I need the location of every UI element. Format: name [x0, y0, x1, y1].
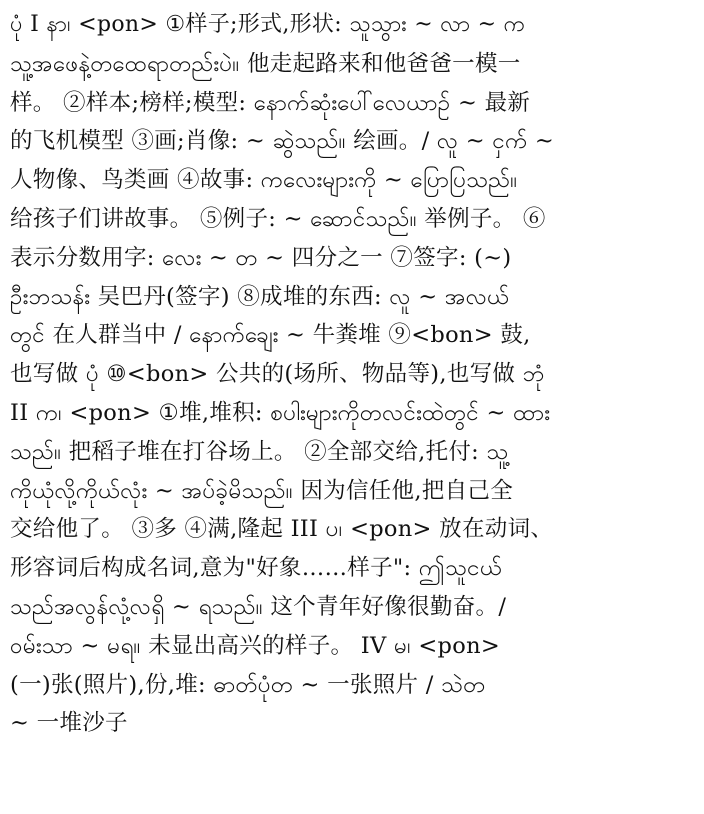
dictionary-entry: [10, 6, 694, 743]
entry-line: တွင် 在人群当中 / နောက်ချေး ~ 牛粪堆 ⑨<bon> 鼓,: [10, 322, 531, 349]
entry-line: သူ့အဖေနဲ့တထေရာတည်းပဲ။ 他走起路来和他爸爸一模一: [10, 50, 521, 77]
entry-line: ကိုယုံလို့ကိုယ်လုံး ~ အပ်ခဲ့မိသည်။ 因为信任他,把自己全: [10, 477, 513, 504]
entry-line: သည်။ 把稻子堆在打谷场上。 ②全部交给,托付: သူ့: [10, 438, 509, 465]
entry-line: ဦးဘသန်း 吴巴丹(签字) ⑧成堆的东西: လူ ~ အလယ်: [10, 283, 510, 310]
entry-line: 交给他了。 ③多 ④满,隆起 III ပ၊ <pon> 放在动词、: [10, 516, 554, 543]
entry-line: ~ 一堆沙子: [10, 710, 128, 737]
entry-line: 人物像、鸟类画 ④故事: ကလေးများကို ~ ပြောပြသည်။: [10, 167, 518, 194]
entry-line: ပုံ I နာ၊ <pon> ①样子;形式,形状: သူသွား ~ လာ ~ က: [10, 12, 526, 37]
entry-line: သည်အလွန်လုံ့လရှိ ~ ရသည်။ 这个青年好像很勤奋。/: [10, 593, 507, 620]
entry-line: ဝမ်းသာ ~ မရ။ 未显出高兴的样子。 IV မ၊ <pon>: [10, 632, 501, 659]
entry-line: 样。 ②样本;榜样;模型: နောက်ဆုံးပေါ်လေယာဉ် ~ 最新: [10, 89, 531, 116]
entry-line: 也写做 ပုံ ⑩<bon> 公共的(场所、物品等),也写做 ဘုံ: [10, 361, 545, 388]
entry-line: 的飞机模型 ③画;肖像: ~ ဆွဲသည်။ 绘画。/ လူ ~ ငှက် ~: [10, 128, 555, 155]
entry-line: II က၊ <pon> ①堆,堆积: စပါးများကိုတလင်းထဲတွင် ~ ထား: [10, 399, 551, 426]
entry-line: 形容词后构成名词,意为"好象……样子": ဤသူငယ်: [10, 555, 503, 582]
entry-line: (一)张(照片),份,堆: ဓာတ်ပုံတ ~ 一张照片 / သဲတ: [10, 671, 486, 698]
entry-line: 给孩子们讲故事。 ⑤例子: ~ ဆောင်သည်။ 举例子。 ⑥: [10, 205, 546, 232]
entry-line: 表示分数用字: လေး ~ တ ~ 四分之一 ⑦签字: (~): [10, 244, 512, 271]
